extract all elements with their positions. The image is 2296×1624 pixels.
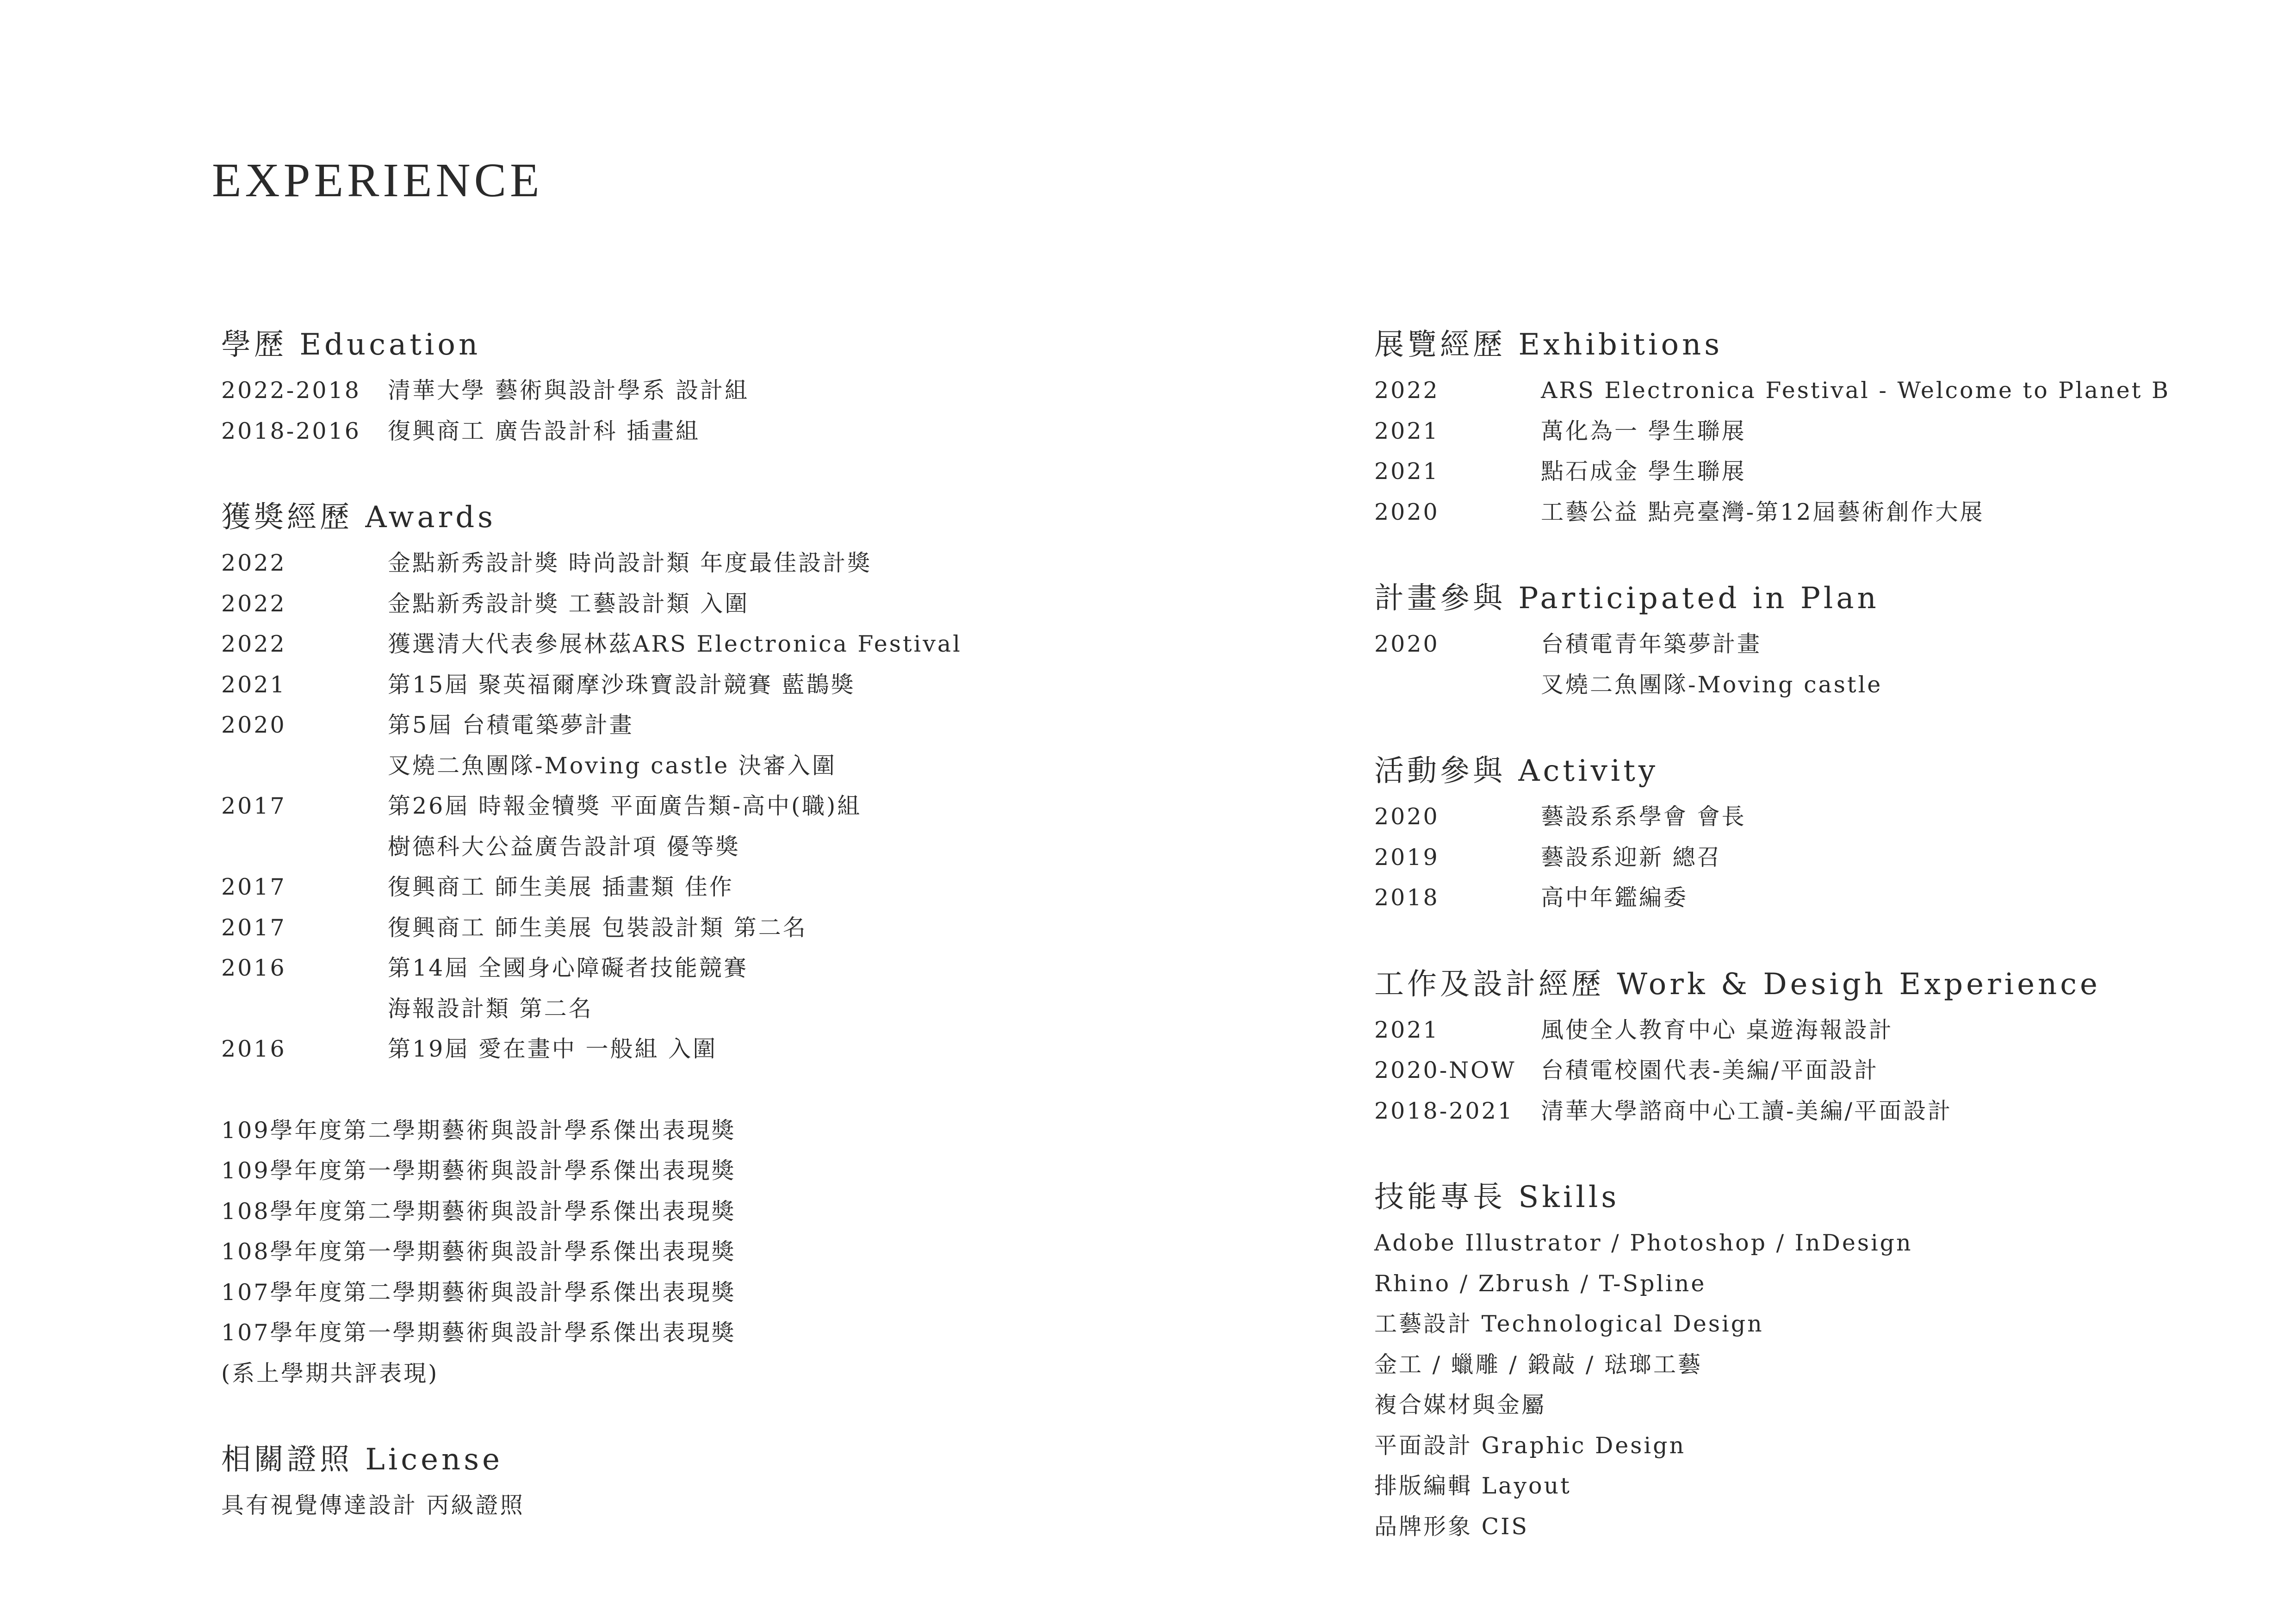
plan-section [1374, 573, 2277, 705]
entry-text: 清華大學 藝術與設計學系 設計組 [388, 377, 750, 404]
entry-text: 復興商工 師生美展 插畫類 佳作 [388, 874, 734, 900]
honor-item: 109學年度第一學期藝術與設計學系傑出表現獎 [221, 1157, 736, 1184]
award-row [221, 746, 1285, 786]
entry-text: 點石成金 學生聯展 [1541, 458, 1746, 485]
activity-row [1374, 796, 2277, 837]
year [221, 827, 388, 867]
year: 2021 [221, 671, 286, 698]
year: 2020-NOW [1374, 1057, 1516, 1083]
skill-item: 排版編輯 Layout [1374, 1473, 1571, 1499]
year: 2022 [221, 550, 286, 576]
exhibition-row [1374, 370, 2277, 411]
entry-text: 第5屆 台積電築夢計畫 [388, 712, 634, 738]
year: 2022 [221, 631, 286, 657]
award-row [221, 705, 1285, 746]
year: 2021 [1374, 417, 1440, 444]
year: 2016 [221, 1036, 286, 1062]
honor-item: 108學年度第一學期藝術與設計學系傑出表現獎 [221, 1238, 736, 1265]
entry-text: 金點新秀設計獎 工藝設計類 入圍 [388, 590, 750, 617]
honor-item: 109學年度第二學期藝術與設計學系傑出表現獎 [221, 1117, 736, 1144]
award-row [221, 867, 1285, 908]
education-heading: 學歷 Education [221, 328, 481, 362]
skill-item: 工藝設計 Technological Design [1374, 1311, 1764, 1337]
activity-section [1374, 746, 2277, 918]
entry-text: 藝設系迎新 總召 [1541, 844, 1722, 871]
award-row [221, 624, 1285, 665]
year: 2018-2016 [221, 417, 361, 444]
year: 2018-2021 [1374, 1097, 1514, 1124]
entry-text: 叉燒二魚團隊-Moving castle 決審入圍 [388, 752, 837, 779]
education-row [221, 370, 1285, 411]
work-row [1374, 1091, 2277, 1132]
skills-section [1374, 1172, 2277, 1547]
entry-text: 清華大學諮商中心工讀-美編/平面設計 [1541, 1097, 1953, 1124]
year: 2016 [221, 955, 286, 981]
skill-item: 複合媒材與金屬 [1374, 1392, 1546, 1418]
skill-item: Adobe Illustrator / Photoshop / InDesign [1374, 1230, 1913, 1256]
plan-row [1374, 665, 2277, 705]
honor-item: 108學年度第二學期藝術與設計學系傑出表現獎 [221, 1198, 736, 1225]
exhibitions-heading: 展覽經歷 Exhibitions [1374, 328, 1723, 362]
year: 2018 [1374, 884, 1440, 911]
plan-heading: 計畫參與 Participated in Plan [1374, 581, 1880, 616]
right-column [1374, 319, 2277, 1587]
entry-text: ARS Electronica Festival - Welcome to Planet B [1541, 377, 2170, 404]
year: 2021 [1374, 1016, 1440, 1043]
license-item: 具有視覺傳達設計 丙級證照 [221, 1492, 525, 1518]
award-row [221, 584, 1285, 624]
entry-text: 台積電校園代表-美編/平面設計 [1541, 1057, 1879, 1083]
entry-text: 藝設系系學會 會長 [1541, 803, 1746, 830]
award-row [221, 665, 1285, 705]
year: 2020 [1374, 803, 1440, 830]
year: 2022 [1374, 377, 1440, 404]
year [1374, 665, 1541, 705]
exhibition-row [1374, 411, 2277, 452]
activity-row [1374, 877, 2277, 918]
year: 2019 [1374, 844, 1440, 871]
plan-row [1374, 624, 2277, 665]
exhibition-row [1374, 492, 2277, 533]
honors-section [221, 1110, 1285, 1394]
skill-item: 品牌形象 CIS [1374, 1513, 1529, 1540]
honor-note: (系上學期共評表現) [221, 1360, 439, 1387]
year: 2017 [221, 914, 286, 941]
awards-section [221, 492, 1285, 1070]
award-row [221, 989, 1285, 1029]
activity-row [1374, 837, 2277, 878]
year: 2020 [221, 712, 286, 738]
left-column [221, 319, 1285, 1567]
year: 2017 [221, 793, 286, 819]
award-row [221, 948, 1285, 989]
award-row [221, 1029, 1285, 1070]
award-row [221, 908, 1285, 948]
activity-heading: 活動參與 Activity [1374, 754, 1659, 788]
entry-text: 台積電青年築夢計畫 [1541, 631, 1762, 657]
year: 2020 [1374, 498, 1440, 525]
entry-text: 復興商工 廣告設計科 插畫組 [388, 417, 701, 444]
year [221, 989, 388, 1029]
skill-item: 金工 / 蠟雕 / 鍛敲 / 琺瑯工藝 [1374, 1351, 1702, 1378]
entry-text: 風使全人教育中心 桌遊海報設計 [1541, 1016, 1893, 1043]
year: 2022-2018 [221, 377, 361, 404]
year [221, 746, 388, 786]
entry-text: 第14屆 全國身心障礙者技能競賽 [388, 955, 748, 981]
education-row [221, 411, 1285, 452]
year: 2020 [1374, 631, 1440, 657]
entry-text: 叉燒二魚團隊-Moving castle [1541, 671, 1883, 698]
entry-text: 第26屆 時報金犢獎 平面廣告類-高中(職)組 [388, 793, 862, 819]
education-section [221, 319, 1285, 451]
entry-text: 萬化為一 學生聯展 [1541, 417, 1746, 444]
skill-item: Rhino / Zbrush / T-Spline [1374, 1270, 1706, 1297]
page-title: EXPERIENCE [212, 154, 543, 207]
entry-text: 海報設計類 第二名 [388, 995, 593, 1022]
year: 2021 [1374, 458, 1440, 485]
work-heading: 工作及設計經歷 Work & Desigh Experience [1374, 967, 2101, 1002]
entry-text: 樹德科大公益廣告設計項 優等獎 [388, 833, 740, 860]
exhibition-row [1374, 451, 2277, 492]
skills-heading: 技能專長 Skills [1374, 1180, 1620, 1214]
exhibitions-section [1374, 319, 2277, 532]
award-row [221, 543, 1285, 584]
honor-item: 107學年度第二學期藝術與設計學系傑出表現獎 [221, 1279, 736, 1306]
entry-text: 第19屆 愛在畫中 一般組 入圍 [388, 1036, 718, 1062]
entry-text: 第15屆 聚英福爾摩沙珠寶設計競賽 藍鵲獎 [388, 671, 856, 698]
award-row [221, 827, 1285, 867]
entry-text: 工藝公益 點亮臺灣-第12屆藝術創作大展 [1541, 498, 1985, 525]
entry-text: 復興商工 師生美展 包裝設計類 第二名 [388, 914, 807, 941]
year: 2017 [221, 874, 286, 900]
entry-text: 獲選清大代表參展林茲ARS Electronica Festival [388, 631, 962, 657]
entry-text: 高中年鑑編委 [1541, 884, 1688, 911]
skill-item: 平面設計 Graphic Design [1374, 1432, 1686, 1459]
award-row [221, 786, 1285, 827]
honor-item: 107學年度第一學期藝術與設計學系傑出表現獎 [221, 1319, 736, 1346]
work-section [1374, 959, 2277, 1132]
license-heading: 相關證照 License [221, 1443, 503, 1477]
year: 2022 [221, 590, 286, 617]
license-section [221, 1434, 1285, 1526]
awards-heading: 獲獎經歷 Awards [221, 500, 496, 535]
work-row [1374, 1050, 2277, 1091]
entry-text: 金點新秀設計獎 時尚設計類 年度最佳設計獎 [388, 550, 872, 576]
work-row [1374, 1010, 2277, 1051]
